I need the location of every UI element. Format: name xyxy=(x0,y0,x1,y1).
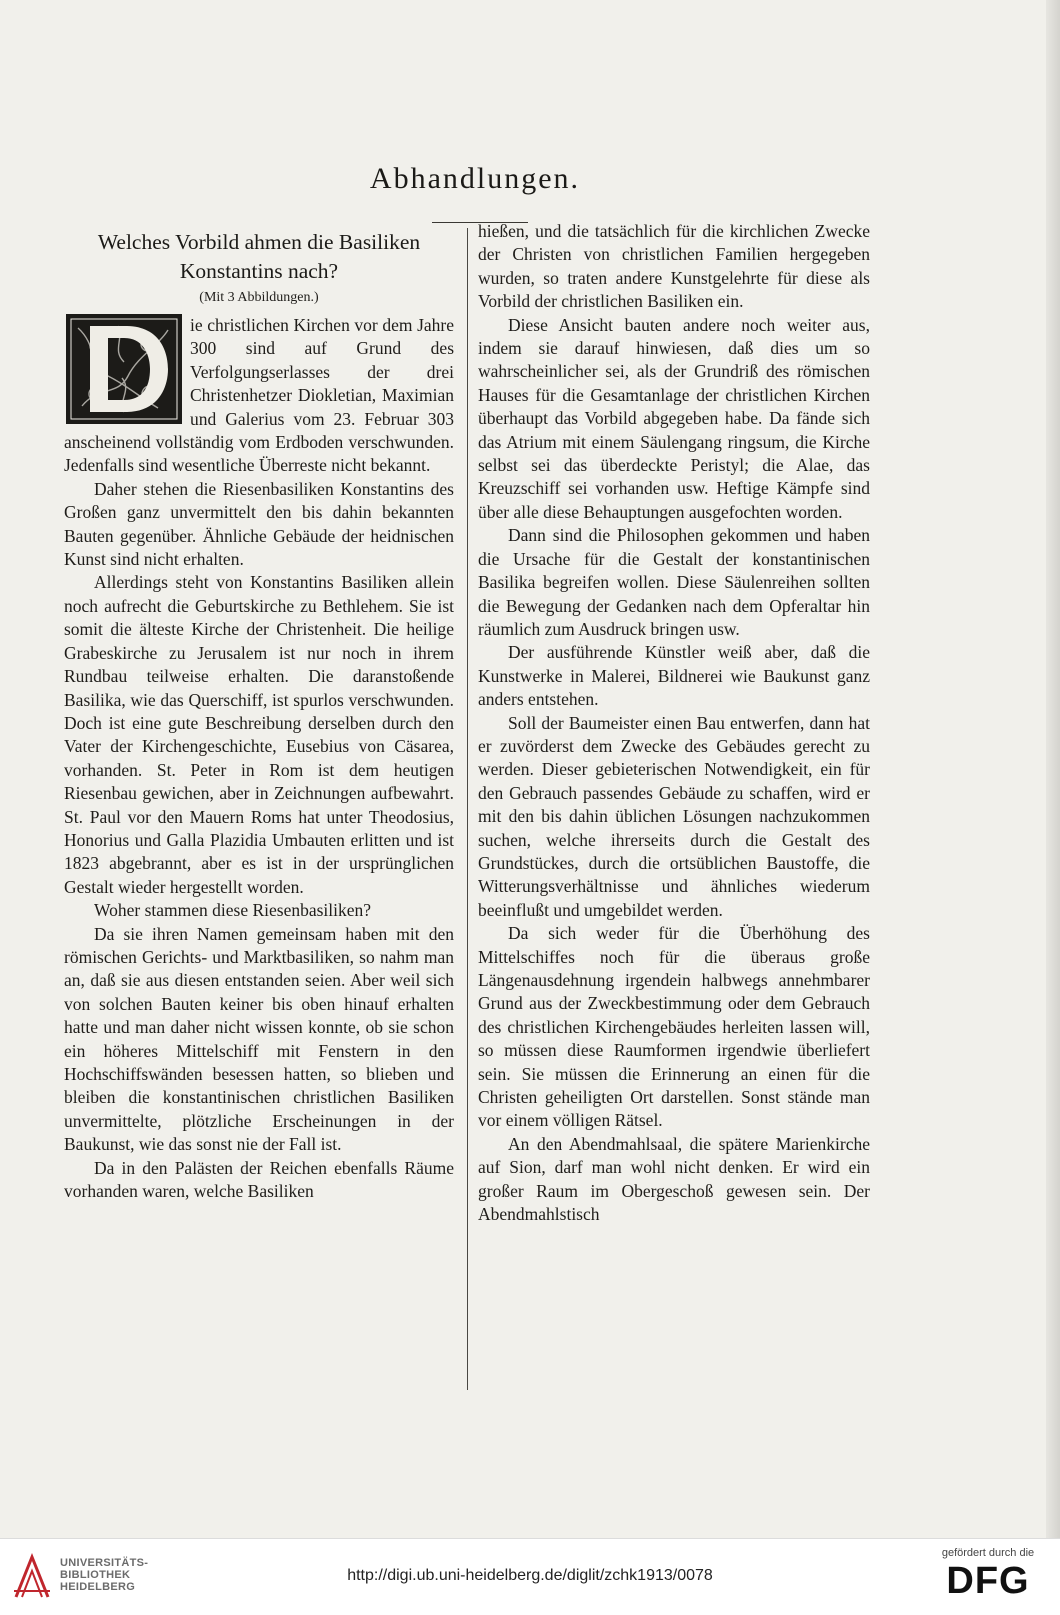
right-column xyxy=(478,220,870,1226)
paragraph: hießen, und die tatsächlich für die kirchlichen Zwecke der Christen von christlichen Familien hergegeben wurden, so traten andere Kunstgelehrte für diese als Vorbild der christlichen Basiliken ein. xyxy=(478,221,870,312)
sponsor-caption: gefördert durch die xyxy=(941,1547,1035,1559)
paragraph: Da sich weder für die Überhöhung des Mittelschiffes noch für die überaus große Längenausdehnung irgendein halbwegs annehmbarer Grund aus der Zweckbestimmung oder dem Gebrauch des christlichen Kirchengebäudes herleiten lassen will, so müssen diese Raumformen irgendwie überliefert sein. Sie müssen die Erinnerung an einen für die Christen geheiligten Ort darstellen. Sonst stände man vor einem völligen Rätsel. xyxy=(478,923,870,1131)
viewer-footer xyxy=(0,1538,1060,1615)
left-column xyxy=(64,228,454,1203)
paragraph: Da sie ihren Namen gemeinsam haben mit den römischen Gerichts- und Marktbasiliken, so nahm man an, daß sie aus diesen entstanden seien. Aber weil sich von solchen Bauten keiner bis oben hinauf erhalten hatte und man daher nicht wissen konnte, ob sie schon ein höheres Mittelschiff mit Fenstern in den Hochschiffswänden besessen hatten, so blieben und bleiben die konstantinischen christlichen Basiliken unvermittelte, plötzliche Erscheinungen in der Baukunst, wie das sonst nie der Fall ist. xyxy=(64,923,454,1155)
paragraph: Allerdings steht von Konstantins Basiliken allein noch aufrecht die Geburtskirche zu Bethlehem. Sie ist somit die älteste Kirche der Christenheit. Die heilige Grabeskirche zu Jerusalem ist nur noch in ihrem Rundbau teilweise erhalten. Die daranstoßende Basilika, wie das Querschiff, ist spurlos verschwunden. Doch ist eine gute Beschreibung derselben durch den Vater der Kirchengeschichte, Eusebius von Cäsarea, vorhanden. St. Peter in Rom ist dem heutigen Riesenbau gewichen, aber in Zeichnungen aufbewahrt. St. Paul vor den Mauern Roms hat unter Theodosius, Honorius und Galla Plazidia Umbauten erlitten und ist 1823 abgebrannt, aber es ist in der ursprünglichen Gestalt wieder hergestellt worden. xyxy=(64,572,454,897)
paragraph: Da in den Palästen der Reichen ebenfalls Räume vorhanden waren, welche Basiliken xyxy=(64,1157,454,1202)
paragraph: An den Abendmahlsaal, die spätere Marienkirche auf Sion, darf man wohl nicht denken. Er wird ein großer Raum im Obergeschoß gewesen sein. Der Abendmahlstisch xyxy=(478,1133,870,1225)
section-title: Abhandlungen. xyxy=(369,162,581,195)
paragraph: Daher stehen die Riesenbasiliken Konstantins des Großen ganz unvermittelt den bis dahin bekannten Bauten gegenüber. Ähnliche Gebäude der heidnischen Kunst sind nicht erhalten. xyxy=(64,478,454,570)
paragraph: Der ausführende Künstler weiß aber, daß die Kunstwerke in Malerei, Bildnerei wie Baukunst ganz anders entstehen. xyxy=(478,642,870,710)
article-subtitle: (Mit 3 Abbildungen.) xyxy=(199,290,319,305)
column-divider xyxy=(467,228,468,1390)
ornamental-initial-d-icon xyxy=(66,314,182,424)
paragraph: Woher stammen diese Riesenbasiliken? xyxy=(94,900,372,921)
bleed-through-text xyxy=(62,110,922,126)
sponsor-block[interactable] xyxy=(928,1547,1048,1603)
permalink-url[interactable]: http://digi.ub.uni-heidelberg.de/diglit/zchk1913/0078 xyxy=(347,1567,713,1584)
article-title: Welches Vorbild ahmen die Basiliken Konstantins nach? xyxy=(97,230,421,283)
paragraph: ie christlichen Kirchen vor dem Jahre 300 sind auf Grund des Verfolgungserlasses der drei Christenhetzer Diokletian, Maximian und Galerius vom 23. Februar 303 anscheinend vollständig vom Erdboden verschwunden. Jedenfalls sind wesentliche Überreste nicht bekannt. xyxy=(64,315,454,476)
paragraph: Soll der Baumeister einen Bau entwerfen, dann hat er zuvörderst dem Zwecke des Gebäudes gerecht zu werden. Dieser gebieterischen Notwendigkeit, ein für den Gebrauch passendes Gebäude zu schaffen, wird er mit den bis dahin üblichen Lösungen nachzukommen suchen, welche ihrerseits durch die Gestalt des Grundstückes, durch die ortsüblichen Baustoffe, die Witterungsverhältnisse und ähnliches wiederum beeinflußt und umgebildet werden. xyxy=(478,712,870,920)
library-name: UNIVERSITÄTS- BIBLIOTHEK HEIDELBERG xyxy=(60,1557,149,1593)
dfg-logo: DFG xyxy=(946,1560,1030,1602)
paragraph: Diese Ansicht bauten andere noch weiter aus, indem sie darauf hinwiesen, daß dies um so wahrscheinlicher sei, als der Grundriß des römischen Hauses für die Gesamtanlage der christlichen Kirchen überhaupt das Vorbild abgegeben habe. Da fände sich das Atrium mit einem Säulengang ringsum, die Kirche selbst sei das überdeckte Peristyl; die Alae, das Kreuzschiff sei vorhanden usw. Heftige Kämpfe sind über alle diese Behauptungen ausgefochten worden. xyxy=(478,314,870,522)
paragraph: Dann sind die Philosophen gekommen und haben die Ursache für die Gestalt der konstantinischen Basilika begreifen wollen. Diese Säulenreihen sollten die Bewegung der Gedanken nach dem Opferaltar hin räumlich zum Ausdruck bringen usw. xyxy=(478,525,870,639)
